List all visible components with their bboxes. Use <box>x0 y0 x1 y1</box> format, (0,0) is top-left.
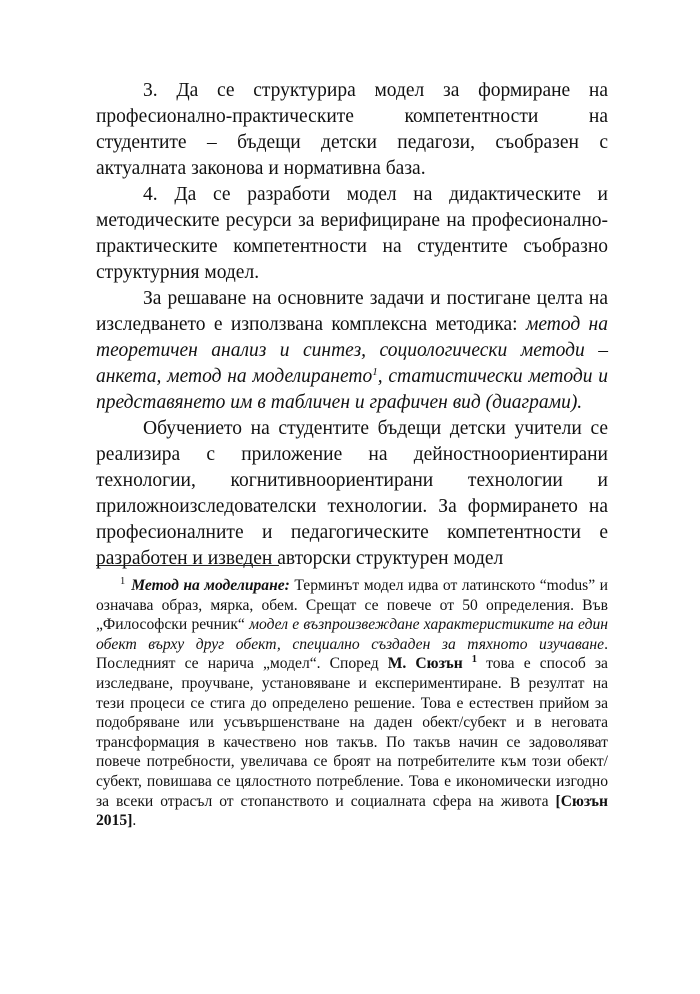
paragraph-task-3: 3. Да се структурира модел за формиране на професионално-практическите компетентности на студентите – бъдещи детски педагози, съобразен с актуалната законова и нормативна база. <box>96 80 608 179</box>
paragraph-task-4: 4. Да се разработи модел на дидактическите и методическите ресурси за верифициране на професионално-практическите компетентности на студентите съобразно структурния модел. <box>96 184 608 283</box>
main-text <box>96 78 608 572</box>
methodology-methods-cont: , статистически методи и представянето им в табличен и графичен вид (диаграми). <box>96 366 608 413</box>
footnote-citation: [Сюзън 2015] <box>96 792 608 830</box>
footnote-quote: модел е възпроизвеждане характеристиките на един обект върху друг обект, специално създаден за тяхното изучаване <box>96 616 608 653</box>
footnote-number: 1 <box>120 576 126 587</box>
footnote-text-1: Терминът модел идва от латинското “modus” и означава образ, мярка, обем. Срещат се повече от 50 определения. Във „Философски речник“ <box>96 577 608 634</box>
footnote <box>96 576 608 831</box>
footnote-separator <box>96 565 279 566</box>
footnote-author-ref: 1 <box>471 654 478 666</box>
footnote-term: Метод на моделиране: <box>131 577 290 594</box>
footnote-author: М. Сюзън <box>387 655 463 673</box>
paragraph-methodology <box>96 286 608 416</box>
methodology-methods: метод на теоретичен анализ и синтез, социологически методи – анкета, метод на моделирането <box>96 314 608 387</box>
methodology-lead: За решаване на основните задачи и постигане целта на изследването е използвана комплексна методика: <box>96 288 608 335</box>
footnote-text-2: . Последният се нарича „модел“. Според <box>96 635 608 673</box>
footnote-text-3: това е способ за изследване, проучване, установяване и експериментиране. В резултат на тези процеси се стига до определено решение. Това е естествен прийом за подобряване или усъвършенстване на даден обект/субект и в неговата трансформация в качествено нов такъв. По такъв начин се задоволяват повече потребности, увеличава се броят на потребителите към този обект/субект, повишава се цялостното потребление. Това е икономически изгодно за всеки отрасъл от стопанството и социалната сфера на живота <box>96 655 608 810</box>
footnote-end: . <box>132 812 137 830</box>
paragraph-training: Обучението на студентите бъдещи детски учители се реализира с приложение на дейностноориентирани технологии, когнитивноориентирани технологии и приложноизследователски технологии. За формирането на професионалните и педагогическите компетентности е разработен и изведен авторски структурен модел <box>96 418 608 569</box>
footnote-reference: 1 <box>372 366 378 378</box>
